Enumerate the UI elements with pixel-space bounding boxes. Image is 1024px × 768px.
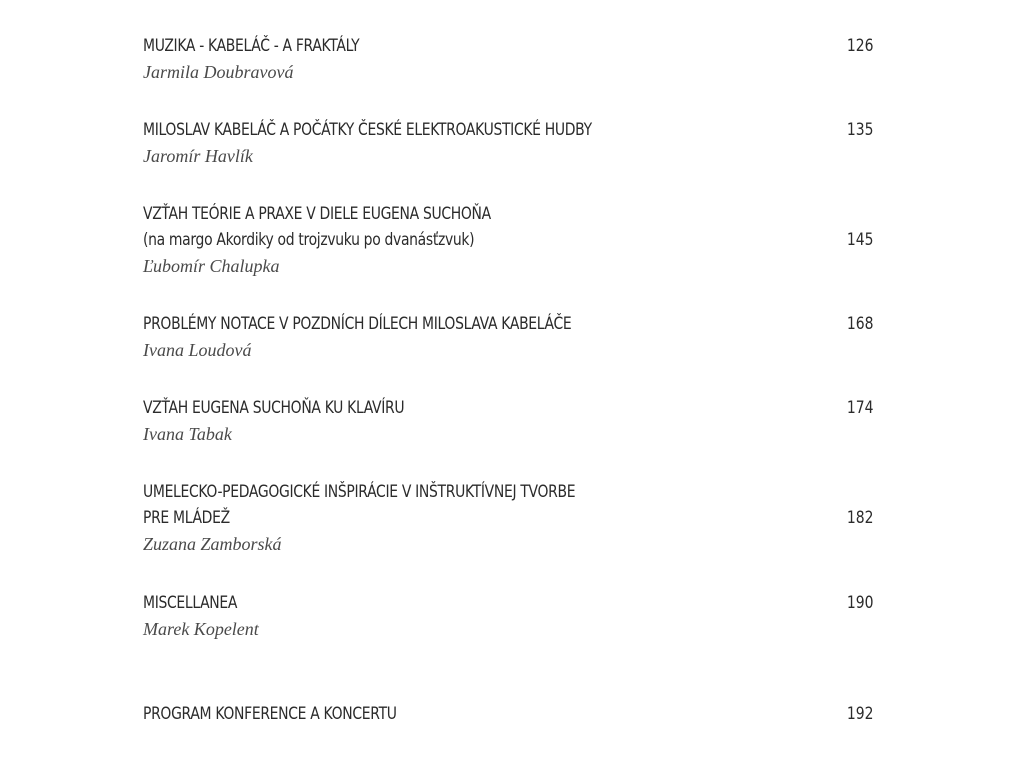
- entry-title: MISCELLANEA: [143, 593, 238, 613]
- entry-page-number: 190: [846, 593, 873, 613]
- entry-title: VZŤAH TEÓRIE A PRAXE V DIELE EUGENA SUCHOŇA: [143, 204, 491, 224]
- entry-author: Jarmila Doubravová: [143, 62, 294, 82]
- toc-entry: [143, 311, 873, 363]
- entry-author: Ivana Tabak: [143, 424, 232, 444]
- entry-page-number: 168: [846, 314, 873, 334]
- entry-title: UMELECKO-PEDAGOGICKÉ INŠPIRÁCIE V INŠTRUKTÍVNEJ TVORBE: [143, 482, 576, 502]
- entry-title-continued: PRE MLÁDEŽ: [143, 508, 230, 528]
- entry-page-number: 126: [846, 36, 873, 56]
- toc-entry: [143, 201, 873, 279]
- entry-author: Ivana Loudová: [143, 340, 252, 360]
- entry-page-number: 135: [846, 120, 873, 140]
- entry-author: Zuzana Zamborská: [143, 534, 282, 554]
- entry-title: VZŤAH EUGENA SUCHOŇA KU KLAVÍRU: [143, 398, 405, 418]
- entry-page-number: 145: [846, 230, 873, 250]
- entry-page-number: 192: [846, 704, 873, 724]
- entry-title: PROGRAM KONFERENCE A KONCERTU: [143, 704, 397, 724]
- toc-entry: [143, 479, 873, 557]
- entry-title: MILOSLAV KABELÁČ A POČÁTKY ČESKÉ ELEKTROAKUSTICKÉ HUDBY: [143, 120, 592, 140]
- entry-subtitle: (na margo Akordiky od trojzvuku po dvanásťzvuk): [143, 230, 475, 250]
- entry-title: PROBLÉMY NOTACE V POZDNÍCH DÍLECH MILOSLAVA KABELÁČE: [143, 314, 572, 334]
- entry-title: MUZIKA - KABELÁČ - A FRAKTÁLY: [143, 36, 360, 56]
- toc-entry: [143, 590, 873, 642]
- entry-author: Jaromír Havlík: [143, 146, 253, 166]
- toc-entry: [143, 395, 873, 447]
- entry-page-number: 174: [846, 398, 873, 418]
- toc-entry: [143, 117, 873, 169]
- toc-entry: [143, 33, 873, 85]
- entry-author: Ľubomír Chalupka: [143, 256, 280, 276]
- entry-page-number: 182: [846, 508, 873, 528]
- entry-author: Marek Kopelent: [143, 619, 259, 639]
- toc-entry: [143, 701, 873, 727]
